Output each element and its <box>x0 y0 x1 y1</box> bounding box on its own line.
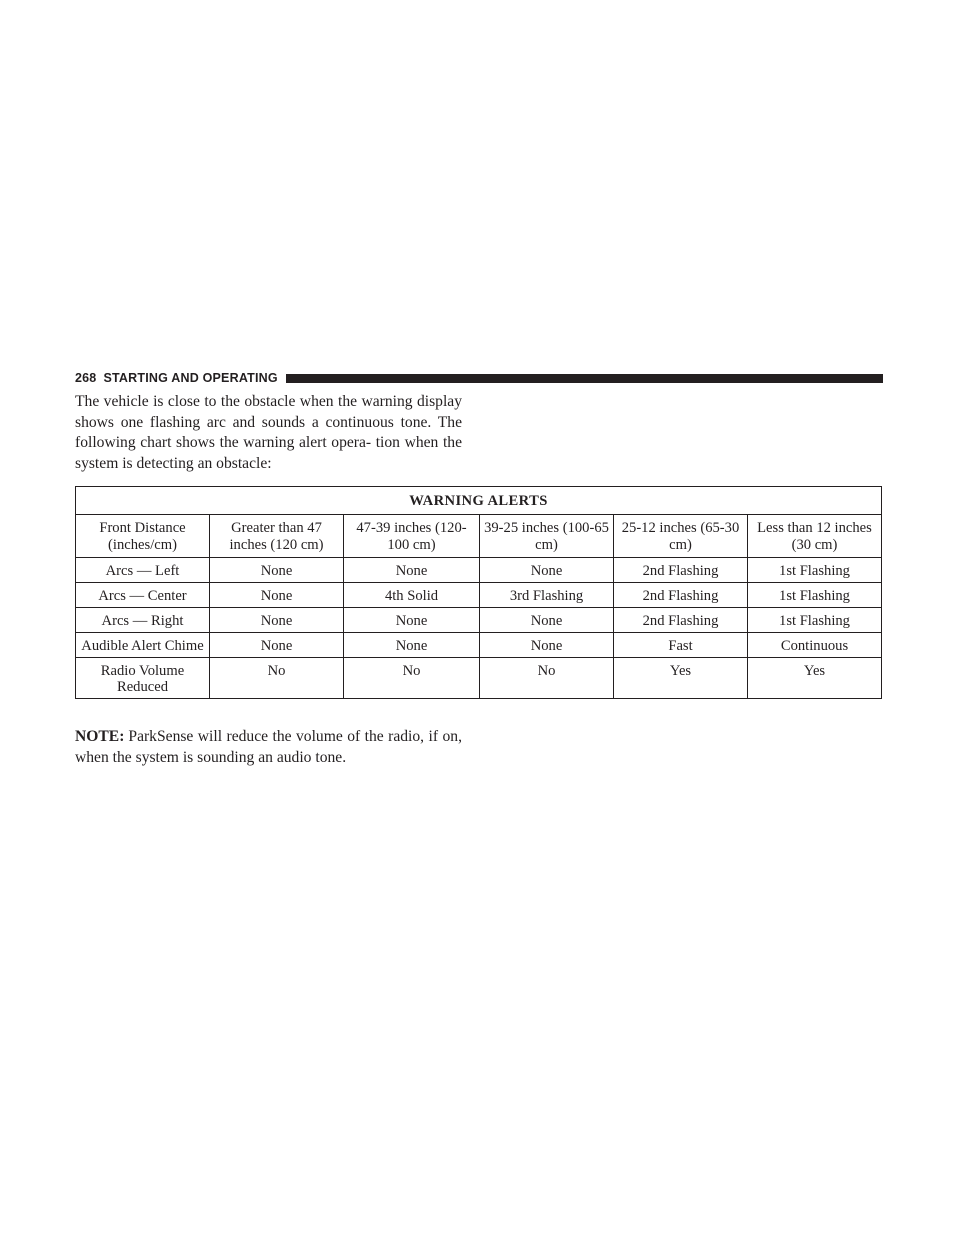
column-header: 47-39 inches (120-100 cm) <box>344 514 480 558</box>
table-title: WARNING ALERTS <box>76 487 882 515</box>
table-cell: 2nd Flashing <box>614 558 748 583</box>
row-label: Arcs — Right <box>76 607 210 632</box>
table-cell: None <box>480 558 614 583</box>
row-label: Audible Alert Chime <box>76 632 210 657</box>
table-cell: 1st Flashing <box>748 583 882 608</box>
page-header <box>75 370 883 386</box>
table-row <box>76 607 882 632</box>
table-cell: None <box>480 607 614 632</box>
table-row <box>76 632 882 657</box>
table-cell: No <box>210 657 344 699</box>
table-cell: No <box>480 657 614 699</box>
column-header: Less than 12 inches (30 cm) <box>748 514 882 558</box>
table-header-row <box>76 514 882 558</box>
row-label: Arcs — Left <box>76 558 210 583</box>
table-cell: None <box>210 558 344 583</box>
table-cell: Fast <box>614 632 748 657</box>
table-cell: No <box>344 657 480 699</box>
table-cell: None <box>480 632 614 657</box>
warning-alerts-table <box>75 486 882 699</box>
header-rule <box>286 374 883 383</box>
table-row <box>76 583 882 608</box>
table-cell: None <box>210 607 344 632</box>
intro-paragraph: The vehicle is close to the obstacle when the warning display shows one flashing arc and sounds a continuous tone. The following chart shows the warning alert opera- tion when the system is detecting an obstacle: <box>75 393 462 473</box>
table-cell: Yes <box>748 657 882 699</box>
note-text: ParkSense will reduce the volume of the radio, if on, when the system is sounding an audio tone. <box>75 728 462 766</box>
column-header: Greater than 47 inches (120 cm) <box>210 514 344 558</box>
section-title: STARTING AND OPERATING <box>103 371 278 385</box>
note-paragraph <box>75 727 462 768</box>
table-cell: None <box>344 632 480 657</box>
table-row <box>76 657 882 699</box>
column-header: 39-25 inches (100-65 cm) <box>480 514 614 558</box>
table-cell: 2nd Flashing <box>614 583 748 608</box>
table-cell: Yes <box>614 657 748 699</box>
row-label: Radio Volume Reduced <box>76 657 210 699</box>
table-cell: Continuous <box>748 632 882 657</box>
column-header: Front Distance (inches/cm) <box>76 514 210 558</box>
table-cell: 1st Flashing <box>748 607 882 632</box>
table-cell: 2nd Flashing <box>614 607 748 632</box>
note-label: NOTE: <box>75 728 125 745</box>
table-cell: None <box>344 607 480 632</box>
page-number: 268 <box>75 371 97 385</box>
table-cell: None <box>344 558 480 583</box>
table-cell: 4th Solid <box>344 583 480 608</box>
table-cell: 1st Flashing <box>748 558 882 583</box>
column-header: 25-12 inches (65-30 cm) <box>614 514 748 558</box>
row-label: Arcs — Center <box>76 583 210 608</box>
table-cell: None <box>210 583 344 608</box>
table-cell: 3rd Flashing <box>480 583 614 608</box>
table-row <box>76 558 882 583</box>
table-cell: None <box>210 632 344 657</box>
table-title-row <box>76 487 882 515</box>
